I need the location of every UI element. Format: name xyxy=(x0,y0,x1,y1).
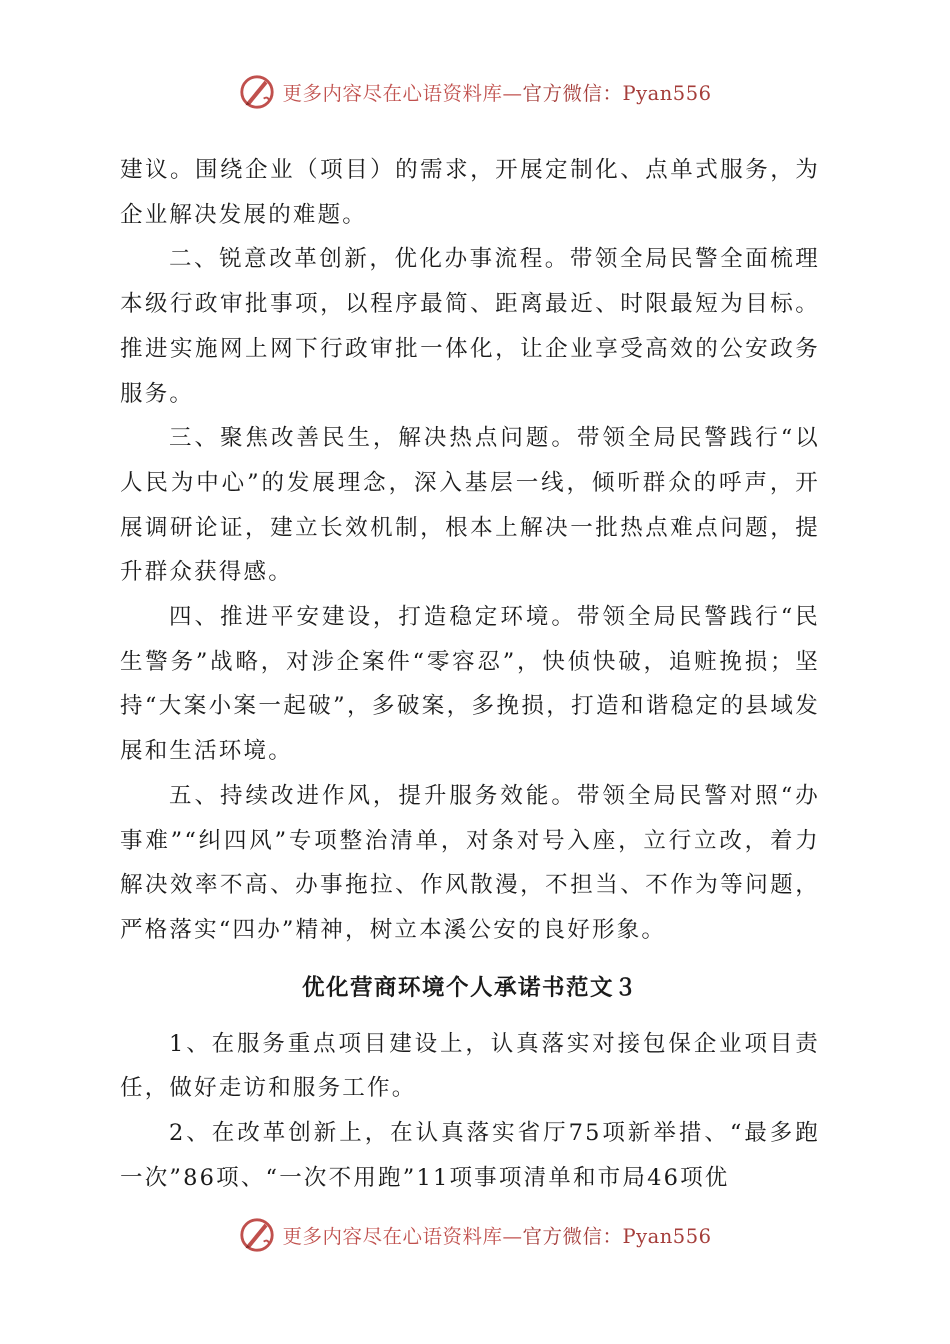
pen-logo-icon xyxy=(238,1216,276,1254)
paragraph-continuation: 建议。围绕企业（项目）的需求，开展定制化、点单式服务，为企业解决发展的难题。 xyxy=(120,157,820,228)
paragraph-point-1: 1、在服务重点项目建设上，认真落实对接包保企业项目责任，做好走访和服务工作。 xyxy=(120,1030,820,1102)
header-banner xyxy=(0,70,950,114)
paragraph-item-4: 四、推进平安建设，打造稳定环境。带领全局民警践行“民生警务”战略，对涉企案件“零容忍”，快侦快破，追赃挽损；坚持“大案小案一起破”，多破案，多挽损，打造和谐稳定的县域发展和生活环境。 xyxy=(120,604,820,765)
banner-wechat: 官方微信：Pyan556 xyxy=(522,1225,712,1248)
paragraph-point-2: 2、在改革创新上，在认真落实省厅75项新举措、“最多跑一次”86项、“一次不用跑”11项事项清单和市局46项优 xyxy=(120,1120,820,1191)
document-body xyxy=(120,148,820,1200)
banner-wechat: 官方微信：Pyan556 xyxy=(522,82,712,105)
pen-logo-icon xyxy=(238,73,276,111)
banner-text: 更多内容尽在心语资料库—官方微信：Pyan556 xyxy=(282,82,712,105)
footer-banner xyxy=(0,1213,950,1257)
paragraph-item-5: 五、持续改进作风，提升服务效能。带领全局民警对照“办事难”“纠四风”专项整治清单，对条对号入座，立行立改，着力解决效率不高、办事拖拉、作风散漫，不担当、不作为等问题，严格落实“四办”精神，树立本溪公安的良好形象。 xyxy=(120,782,820,943)
section-heading: 优化营商环境个人承诺书范文３ xyxy=(301,974,638,1001)
banner-text: 更多内容尽在心语资料库—官方微信：Pyan556 xyxy=(282,1225,712,1248)
paragraph-item-3: 三、聚焦改善民生，解决热点问题。带领全局民警践行“以人民为中心”的发展理念，深入基层一线，倾听群众的呼声，开展调研论证，建立长效机制，根本上解决一批热点难点问题，提升群众获得感。 xyxy=(120,425,820,586)
paragraph-item-2: 二、锐意改革创新，优化办事流程。带领全局民警全面梳理本级行政审批事项，以程序最简、距离最近、时限最短为目标。推进实施网上网下行政审批一体化，让企业享受高效的公安政务服务。 xyxy=(120,246,820,407)
